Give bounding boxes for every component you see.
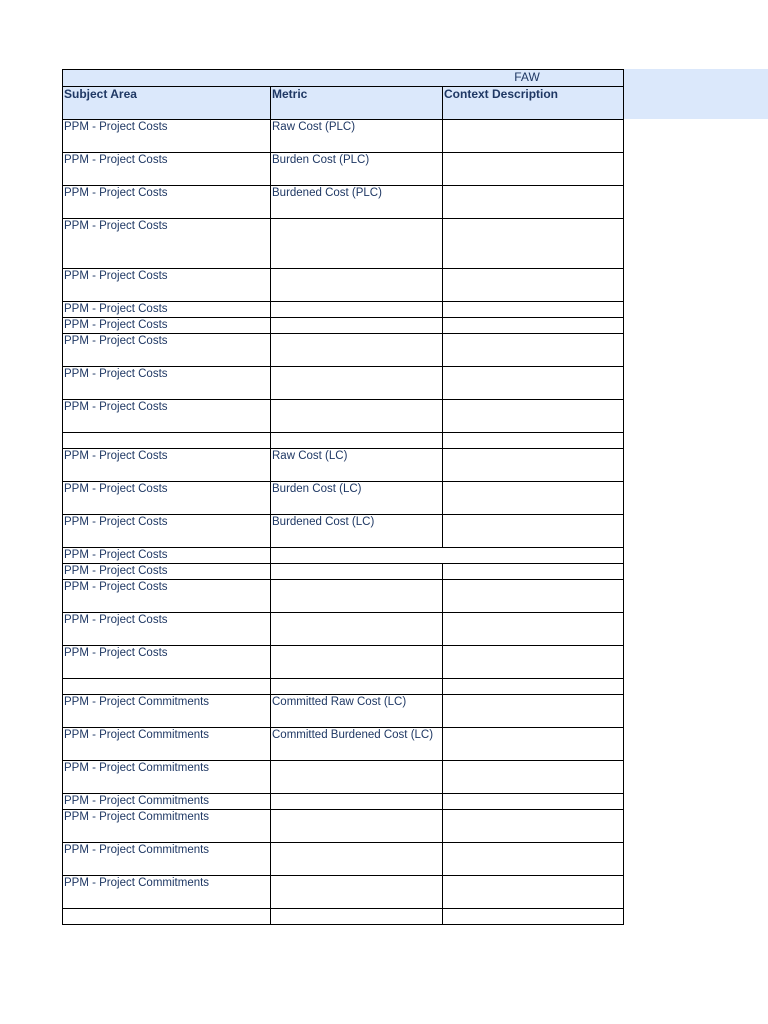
table-row	[63, 548, 624, 564]
context-cell[interactable]	[443, 679, 624, 695]
metric-cell[interactable]: Raw Cost (LC)	[271, 449, 443, 482]
subject-cell[interactable]: PPM - Project Costs	[63, 515, 271, 548]
metrics-table	[62, 69, 624, 925]
context-cell[interactable]	[443, 318, 624, 334]
faw-label: FAW	[514, 70, 540, 84]
table-row	[63, 728, 624, 761]
subject-cell[interactable]	[63, 909, 271, 925]
subject-cell[interactable]: PPM - Project Costs	[63, 367, 271, 400]
context-cell[interactable]	[443, 843, 624, 876]
subject-cell[interactable]: PPM - Project Commitments	[63, 695, 271, 728]
context-cell[interactable]	[443, 219, 624, 269]
subject-cell[interactable]: PPM - Project Costs	[63, 186, 271, 219]
metric-cell[interactable]: Committed Burdened Cost (LC)	[271, 728, 443, 761]
table-row	[63, 843, 624, 876]
context-cell[interactable]	[443, 646, 624, 679]
metric-cell[interactable]	[271, 761, 443, 794]
table-row	[63, 794, 624, 810]
metric-cell[interactable]	[271, 679, 443, 695]
faw-title-cell[interactable]	[63, 70, 624, 87]
metric-cell[interactable]: Burdened Cost (LC)	[271, 515, 443, 548]
table-row	[63, 761, 624, 794]
header-context-description[interactable]: Context Description	[443, 87, 624, 120]
table-row	[63, 646, 624, 679]
context-cell[interactable]	[443, 334, 624, 367]
table-row	[63, 400, 624, 433]
subject-cell[interactable]: PPM - Project Costs	[63, 120, 271, 153]
table-row	[63, 482, 624, 515]
metric-cell[interactable]: Raw Cost (PLC)	[271, 120, 443, 153]
merged-metric-context-cell[interactable]	[271, 548, 624, 564]
subject-cell[interactable]: PPM - Project Costs	[63, 613, 271, 646]
subject-cell[interactable]: PPM - Project Commitments	[63, 761, 271, 794]
metric-cell[interactable]	[271, 433, 443, 449]
context-cell[interactable]	[443, 876, 624, 909]
context-cell[interactable]	[443, 515, 624, 548]
metric-cell[interactable]	[271, 219, 443, 269]
faw-title-row	[63, 70, 624, 87]
metric-cell[interactable]	[271, 876, 443, 909]
metric-cell[interactable]	[271, 613, 443, 646]
column-header-row	[63, 87, 624, 120]
metric-cell[interactable]	[271, 400, 443, 433]
table-row	[63, 219, 624, 269]
table-row	[63, 302, 624, 318]
metric-cell[interactable]	[271, 646, 443, 679]
metric-cell[interactable]	[271, 810, 443, 843]
subject-cell[interactable]: PPM - Project Commitments	[63, 728, 271, 761]
metric-cell[interactable]	[271, 909, 443, 925]
context-cell[interactable]	[443, 580, 624, 613]
subject-cell[interactable]: PPM - Project Costs	[63, 400, 271, 433]
metric-cell[interactable]	[271, 564, 443, 580]
context-cell[interactable]	[443, 761, 624, 794]
metric-cell[interactable]	[271, 318, 443, 334]
subject-cell[interactable]: PPM - Project Costs	[63, 449, 271, 482]
subject-cell[interactable]: PPM - Project Commitments	[63, 876, 271, 909]
subject-cell[interactable]	[63, 433, 271, 449]
table-row-empty	[63, 433, 624, 449]
table-row-empty	[63, 909, 624, 925]
context-cell[interactable]	[443, 269, 624, 302]
metric-cell[interactable]	[271, 580, 443, 613]
metric-cell[interactable]: Committed Raw Cost (LC)	[271, 695, 443, 728]
subject-cell[interactable]: PPM - Project Costs	[63, 219, 271, 269]
table-row	[63, 334, 624, 367]
subject-cell[interactable]: PPM - Project Costs	[63, 564, 271, 580]
context-cell[interactable]	[443, 482, 624, 515]
header-metric[interactable]: Metric	[271, 87, 443, 120]
subject-cell[interactable]	[63, 679, 271, 695]
subject-cell[interactable]: PPM - Project Costs	[63, 153, 271, 186]
metric-cell[interactable]	[271, 269, 443, 302]
context-cell[interactable]	[443, 728, 624, 761]
subject-cell[interactable]: PPM - Project Costs	[63, 580, 271, 613]
context-cell[interactable]	[443, 794, 624, 810]
context-cell[interactable]	[443, 433, 624, 449]
context-cell[interactable]	[443, 302, 624, 318]
subject-cell[interactable]: PPM - Project Costs	[63, 334, 271, 367]
subject-cell[interactable]: PPM - Project Costs	[63, 318, 271, 334]
table-row	[63, 153, 624, 186]
table-row	[63, 367, 624, 400]
table-row	[63, 580, 624, 613]
metric-cell[interactable]	[271, 334, 443, 367]
metric-cell[interactable]: Burden Cost (PLC)	[271, 153, 443, 186]
subject-cell[interactable]: PPM - Project Costs	[63, 302, 271, 318]
context-cell[interactable]	[443, 613, 624, 646]
context-cell[interactable]	[443, 400, 624, 433]
context-cell[interactable]	[443, 909, 624, 925]
metric-cell[interactable]	[271, 794, 443, 810]
table-row	[63, 120, 624, 153]
subject-cell[interactable]: PPM - Project Costs	[63, 269, 271, 302]
table-row	[63, 564, 624, 580]
header-subject-area[interactable]: Subject Area	[63, 87, 271, 120]
table-row	[63, 449, 624, 482]
metric-cell[interactable]: Burdened Cost (PLC)	[271, 186, 443, 219]
metric-cell[interactable]: Burden Cost (LC)	[271, 482, 443, 515]
context-cell[interactable]	[443, 120, 624, 153]
table-row-empty	[63, 679, 624, 695]
context-cell[interactable]	[443, 695, 624, 728]
subject-cell[interactable]: PPM - Project Commitments	[63, 794, 271, 810]
table-row	[63, 515, 624, 548]
metric-cell[interactable]	[271, 367, 443, 400]
table-row	[63, 318, 624, 334]
context-cell[interactable]	[443, 810, 624, 843]
subject-cell[interactable]: PPM - Project Commitments	[63, 843, 271, 876]
context-cell[interactable]	[443, 367, 624, 400]
subject-cell[interactable]: PPM - Project Costs	[63, 548, 271, 564]
subject-cell[interactable]: PPM - Project Commitments	[63, 810, 271, 843]
table-row	[63, 613, 624, 646]
table-row	[63, 186, 624, 219]
table-row	[63, 695, 624, 728]
table-row	[63, 876, 624, 909]
context-cell[interactable]	[443, 564, 624, 580]
metric-cell[interactable]	[271, 843, 443, 876]
context-cell[interactable]	[443, 449, 624, 482]
context-cell[interactable]	[443, 153, 624, 186]
context-cell[interactable]	[443, 186, 624, 219]
subject-cell[interactable]: PPM - Project Costs	[63, 646, 271, 679]
subject-cell[interactable]: PPM - Project Costs	[63, 482, 271, 515]
metric-cell[interactable]	[271, 302, 443, 318]
table-row	[63, 269, 624, 302]
table-row	[63, 810, 624, 843]
